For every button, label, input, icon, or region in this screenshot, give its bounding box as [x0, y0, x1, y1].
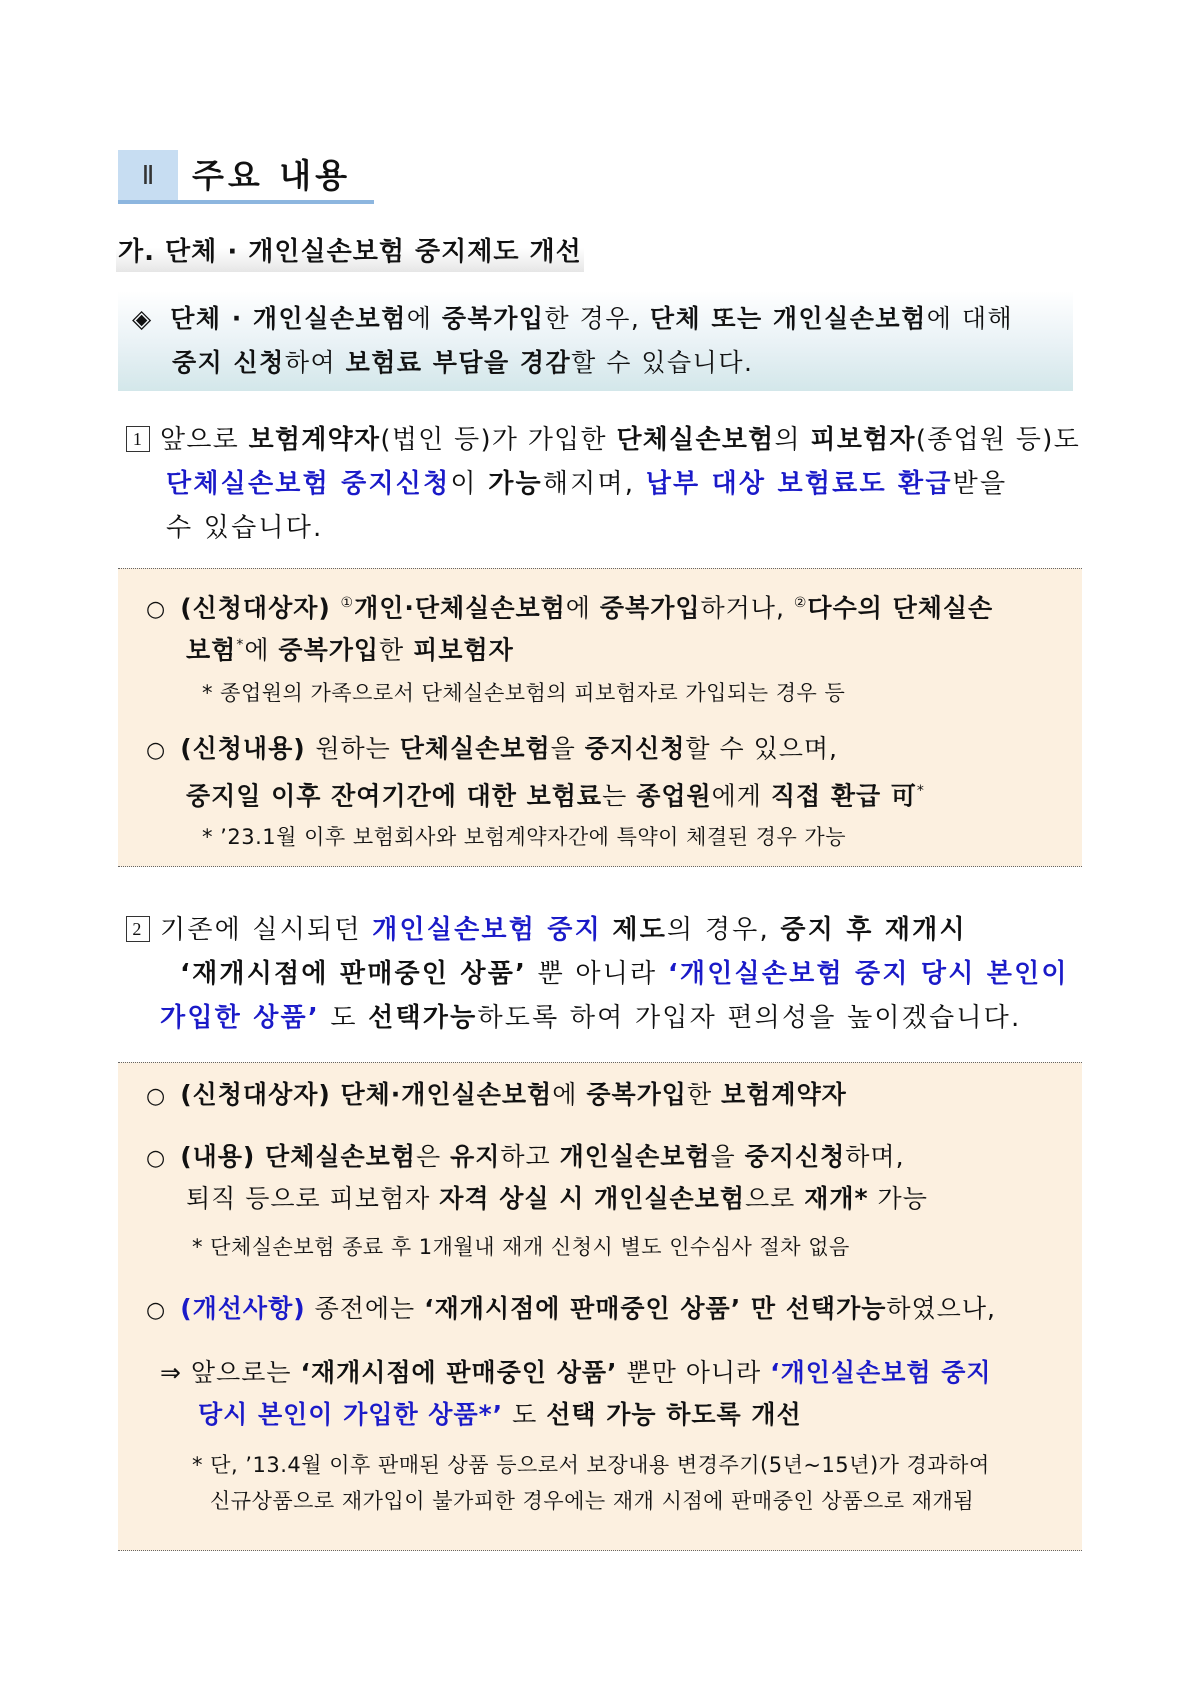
text: 납부 대상 보험료도 환급 — [645, 469, 953, 499]
box2-item4-line1 — [160, 1353, 992, 1393]
box1-item1-line1 — [146, 583, 993, 630]
text: 뿐 아니라 — [527, 959, 668, 989]
text: 피보험자 — [413, 635, 514, 665]
text: 받을 — [952, 469, 1008, 499]
circle-bullet-icon: ○ — [146, 1084, 167, 1109]
text: 앞으로 — [160, 425, 249, 455]
summary-line-2 — [172, 343, 753, 383]
text: 하거나, — [700, 593, 794, 623]
section-underline — [118, 200, 374, 204]
box2-item1 — [146, 1075, 847, 1117]
text: 중복가입 — [441, 304, 545, 333]
section-header — [118, 150, 374, 202]
box1-item1-line2 — [186, 625, 514, 670]
text: 단체실손보험 — [616, 425, 775, 455]
box1-item2-line1 — [146, 729, 838, 771]
text: 보험계약자 — [721, 1080, 847, 1109]
text: 보험료 부담을 경감 — [345, 348, 572, 377]
text: 기존에 실시되던 — [160, 915, 373, 945]
text: ‘재개시점에 판매중인 상품’ — [300, 1358, 618, 1387]
text: ‘개인실손보험 중지 — [770, 1358, 992, 1387]
box1-item2-note: * ’23.1월 이후 보험회사와 보험계약자간에 특약이 체결된 경우 가능 — [202, 825, 846, 849]
text — [602, 915, 612, 945]
box2-item3 — [146, 1289, 996, 1331]
text: 피보험자 — [810, 425, 916, 455]
box2-item2-line1 — [146, 1137, 905, 1179]
text: 의 — [774, 425, 811, 455]
text: 보험계약자 — [248, 425, 381, 455]
text: 개인·단체실손보험 — [354, 593, 566, 623]
text: (내용) 단체실손보험 — [180, 1142, 416, 1171]
text: (법인 등)가 가입한 — [380, 425, 617, 455]
text: 중복가입 — [278, 635, 380, 665]
subsection-title: 가. 단체 · 개인실손보험 중지제도 개선 — [116, 232, 584, 272]
box2-note-line1: * 단, ’13.4월 이후 판매된 상품 등으로서 보장내용 변경주기(5년~15년)가 경과하여 — [192, 1453, 990, 1477]
text: 개인실손보험 — [559, 1142, 711, 1171]
point1-line-1 — [126, 420, 1080, 460]
text: 가입한 상품’ — [160, 1003, 320, 1033]
text: 할 수 있습니다. — [571, 348, 754, 377]
text: 종업원 — [636, 781, 712, 811]
text: * — [916, 783, 925, 799]
point2-line-1 — [126, 910, 967, 950]
text: 을 — [710, 1142, 745, 1171]
text: 가능 — [868, 1184, 928, 1213]
text: (신청내용) — [180, 734, 316, 763]
text: 뿐만 아니라 — [617, 1358, 771, 1387]
text: 개인실손보험 중지 — [372, 915, 602, 945]
text: 단체실손보험 중지신청 — [166, 469, 451, 499]
text: 중지신청 — [744, 1142, 846, 1171]
text: 한 경우, — [544, 304, 650, 333]
text: 한 — [379, 635, 414, 665]
text: 는 — [602, 781, 637, 811]
text: 을 — [550, 734, 585, 763]
text: 당시 본인이 가입한 상품*’ — [198, 1400, 504, 1429]
text: 하였으나, — [886, 1294, 996, 1323]
box2-item2-line2 — [186, 1179, 928, 1219]
text: 유지 — [450, 1142, 501, 1171]
point2-line-2 — [180, 954, 1069, 994]
text: 하며, — [845, 1142, 905, 1171]
text: 원하는 — [315, 734, 400, 763]
text: 가능 — [488, 469, 543, 499]
text: 단체실손보험 — [399, 734, 551, 763]
text: 중지 후 재개시 — [780, 915, 967, 945]
box2-item2-note: * 단체실손보험 종료 후 1개월내 재개 신청시 별도 인수심사 절차 없음 — [192, 1235, 850, 1259]
text: 직접 환급 可 — [770, 781, 917, 811]
box2-item4-line2 — [198, 1395, 802, 1435]
point-number: 2 — [126, 916, 150, 942]
text: 선택 가능 하도록 개선 — [546, 1400, 802, 1429]
text: (개선사항) — [180, 1294, 306, 1323]
text: 에 대해 — [926, 304, 1014, 333]
summary-line-1 — [132, 299, 1013, 339]
text: 으로 — [744, 1184, 805, 1213]
text: 에 — [406, 304, 442, 333]
text: ② — [793, 595, 808, 611]
text: 퇴직 등으로 피보험자 — [186, 1184, 440, 1213]
point-number: 1 — [126, 426, 150, 452]
text: 종전에는 — [305, 1294, 425, 1323]
text: 중복가입 — [599, 593, 701, 623]
text: ‘재개시점에 판매중인 상품’ 만 선택가능 — [424, 1294, 887, 1323]
text: (종업원 등)도 — [915, 425, 1081, 455]
text: 의 경우, — [667, 915, 781, 945]
detail-box-2 — [118, 1062, 1082, 1551]
circle-bullet-icon: ○ — [146, 1298, 167, 1323]
text: 중복가입 — [586, 1080, 687, 1109]
text: 보험 — [186, 635, 237, 665]
text: 다수의 단체실손 — [807, 593, 994, 623]
circle-bullet-icon: ○ — [146, 1146, 167, 1171]
text: 제도 — [612, 915, 668, 945]
text: 중지일 이후 잔여기간에 대한 보험료 — [186, 781, 603, 811]
text: 단체 또는 개인실손보험 — [649, 304, 927, 333]
text: 에 — [244, 635, 279, 665]
section-number: Ⅱ — [118, 150, 178, 202]
section-title: 주요 내용 — [192, 156, 352, 195]
circle-bullet-icon: ○ — [146, 597, 167, 623]
circle-bullet-icon: ○ — [146, 738, 167, 763]
box2-note-line2: 신규상품으로 재가입이 불가피한 경우에는 재개 시점에 판매중인 상품으로 재개됨 — [210, 1489, 975, 1513]
text: 해지며, — [542, 469, 646, 499]
text: 재개* — [804, 1184, 869, 1213]
text: 에 — [565, 593, 600, 623]
text: 하여 — [284, 348, 346, 377]
box1-item2-line2 — [186, 771, 925, 816]
arrow-icon: ⇒ — [160, 1358, 182, 1387]
text: 수 있습니다. — [166, 513, 324, 543]
summary-box — [118, 291, 1073, 391]
text: 도 — [319, 1003, 369, 1033]
text: 이 — [450, 469, 489, 499]
text: 앞으로는 — [181, 1358, 301, 1387]
diamond-bullet-icon: ◈ — [132, 304, 153, 333]
text: 중지 신청 — [172, 348, 285, 377]
text: 하고 — [500, 1142, 560, 1171]
text: 할 수 있으며, — [685, 734, 838, 763]
text: 자격 상실 시 개인실손보험 — [439, 1184, 745, 1213]
text: ① — [340, 595, 355, 611]
detail-box-1 — [118, 568, 1082, 867]
text: 하도록 하여 가입자 편의성을 높이겠습니다. — [477, 1003, 1022, 1033]
point2-line-3 — [160, 998, 1021, 1038]
text: 단체 · 개인실손보험 — [170, 304, 407, 333]
text: 한 — [686, 1080, 722, 1109]
box1-item1-note: * 종업원의 가족으로서 단체실손보험의 피보험자로 가입되는 경우 등 — [202, 681, 846, 705]
text: * — [236, 637, 245, 653]
text: 중지신청 — [584, 734, 686, 763]
text: ‘재개시점에 판매중인 상품’ — [180, 959, 528, 989]
point1-line-2 — [166, 464, 1007, 504]
text: 선택가능 — [368, 1003, 478, 1033]
point1-line-3 — [166, 508, 324, 548]
text: 도 — [503, 1400, 547, 1429]
text: 에 — [552, 1080, 587, 1109]
text: (신청대상자) 단체·개인실손보험 — [180, 1080, 553, 1109]
text: ‘개인실손보험 중지 당시 본인이 — [667, 959, 1069, 989]
text: 은 — [415, 1142, 451, 1171]
text: 에게 — [711, 781, 771, 811]
text: (신청대상자) — [180, 593, 341, 623]
